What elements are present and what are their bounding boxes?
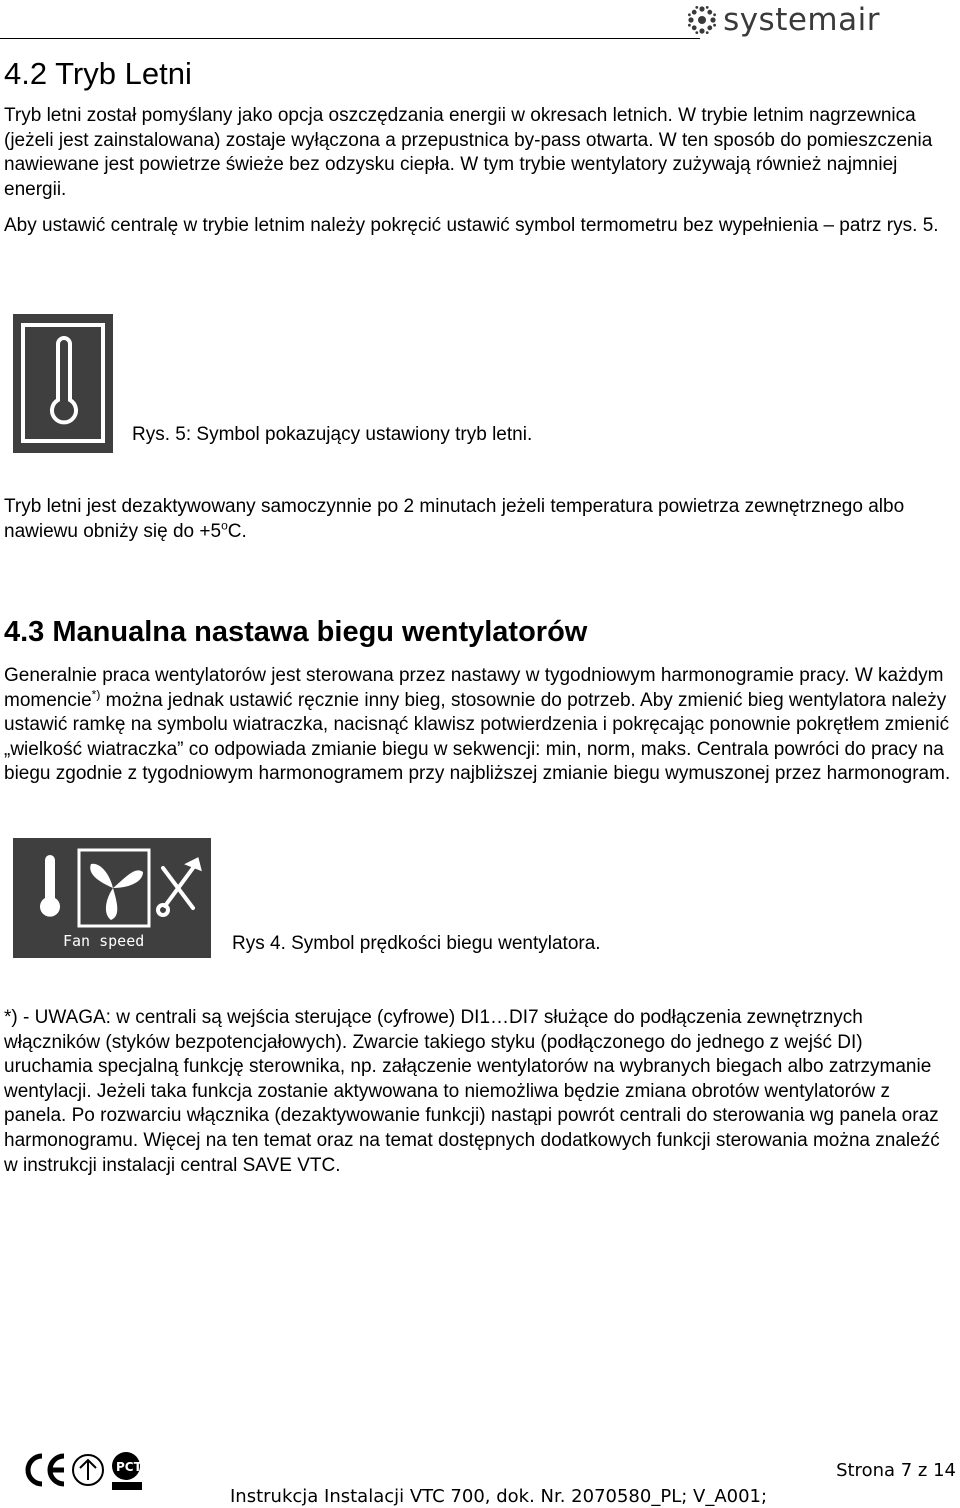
figure-caption-summer: Rys. 5: Symbol pokazujący ustawiony tryb letni. bbox=[132, 424, 533, 445]
paragraph-summer-setup: Aby ustawić centralę w trybie letnim należy pokręcić ustawić symbol termometru bez wypełnienia – patrz rys. 5. bbox=[4, 215, 939, 236]
section-title-summer-mode: 4.2 Tryb Letni bbox=[4, 56, 192, 91]
certification-marks bbox=[20, 1448, 146, 1492]
figure-caption-fan-speed: Rys 4. Symbol prędkości biegu wentylatora. bbox=[232, 933, 601, 954]
section-title-manual-fan-speed: 4.3 Manualna nastawa biegu wentylatorów bbox=[4, 616, 588, 648]
paragraph-note-digital-inputs: *) - UWAGA: w centrali są wejścia sterujące (cyfrowe) DI1…DI7 służące do podłączenia zewnętrznych włączników (styków bezpotencjałowych). Zwarcie takiego styku (podłączonego do jednego z wejść DI) uruchamia specjalną funkcję sterownika, np. załączenie wentylatorów na wybranych biegach albo zatrzymanie wentylacji. Jeżeli taka funkcja zostanie aktywowana to niemożliwa będzie zmiana obrotów wentylatorów z panela. Po rozwarciu włącznika (dezaktywowanie funkcji) nastąpi powrót centrali do sterowania wg panela oraz harmonogramu. Więcej na ten temat oraz na temat dostępnych dodatkowych funkcji sterowania można znaleźć w instrukcji instalacji central SAVE VTC. bbox=[4, 1007, 940, 1176]
systemair-mark-icon bbox=[687, 5, 717, 35]
fan-speed-panel-figure bbox=[13, 838, 211, 958]
paragraph-summer-intro: Tryb letni został pomyślany jako opcja oszczędzania energii w okresach letnich. W trybie letnim nagrzewnica (jeżeli jest zainstalowana) zostaje wyłączona a przepustnica by-pass otwarta. W ten sposób do pomieszczenia nawiewane jest powietrze świeże bez odzysku ciepła. W tym trybie wentylatory zużywają również najmniej energii. bbox=[4, 105, 933, 200]
svg-text:PCT: PCT bbox=[116, 1460, 142, 1474]
paragraph-fan-speed: Generalnie praca wentylatorów jest sterowana przez nastawy w tygodniowym harmonogramie pracy. W każdym momencie*) można jednak ustawić ręcznie inny bieg, stosownie do potrzeb. Aby zmienić bieg wentylatora należy ustawić ramkę na symbolu wiatraczka, nacisnąć klawisz potwierdzenia i pokręcając ponownie pokrętłem zmienić „wielkość wiatraczka” co odpowiada zmianie biegu w sekwencji: min, norm, maks. Centrala powróci do pracy na biegu zgodnie z tygodniowym harmonogramem przy najbliższej zmianie biegu wymuszonej przez harmonogram. bbox=[4, 665, 951, 785]
systemair-logo bbox=[687, 0, 880, 40]
document-reference: Instrukcja Instalacji VTC 700, dok. Nr. 2070580_PL; V_A001; bbox=[230, 1486, 768, 1507]
eco-mark-icon bbox=[73, 1455, 103, 1485]
pct-mark-icon bbox=[112, 1452, 143, 1490]
brand-name: systemair bbox=[723, 2, 880, 38]
header-rule bbox=[0, 38, 700, 39]
page-number: Strona 7 z 14 bbox=[836, 1460, 956, 1481]
fan-speed-label: Fan speed bbox=[63, 932, 145, 950]
paragraph-summer-deactivation: Tryb letni jest dezaktywowany samoczynnie po 2 minutach jeżeli temperatura powietrza zewnętrznego albo nawiewu obniży się do $+5^oC$. bbox=[4, 496, 905, 542]
ce-mark-icon bbox=[28, 1456, 64, 1484]
summer-mode-thermometer-figure bbox=[13, 314, 113, 453]
